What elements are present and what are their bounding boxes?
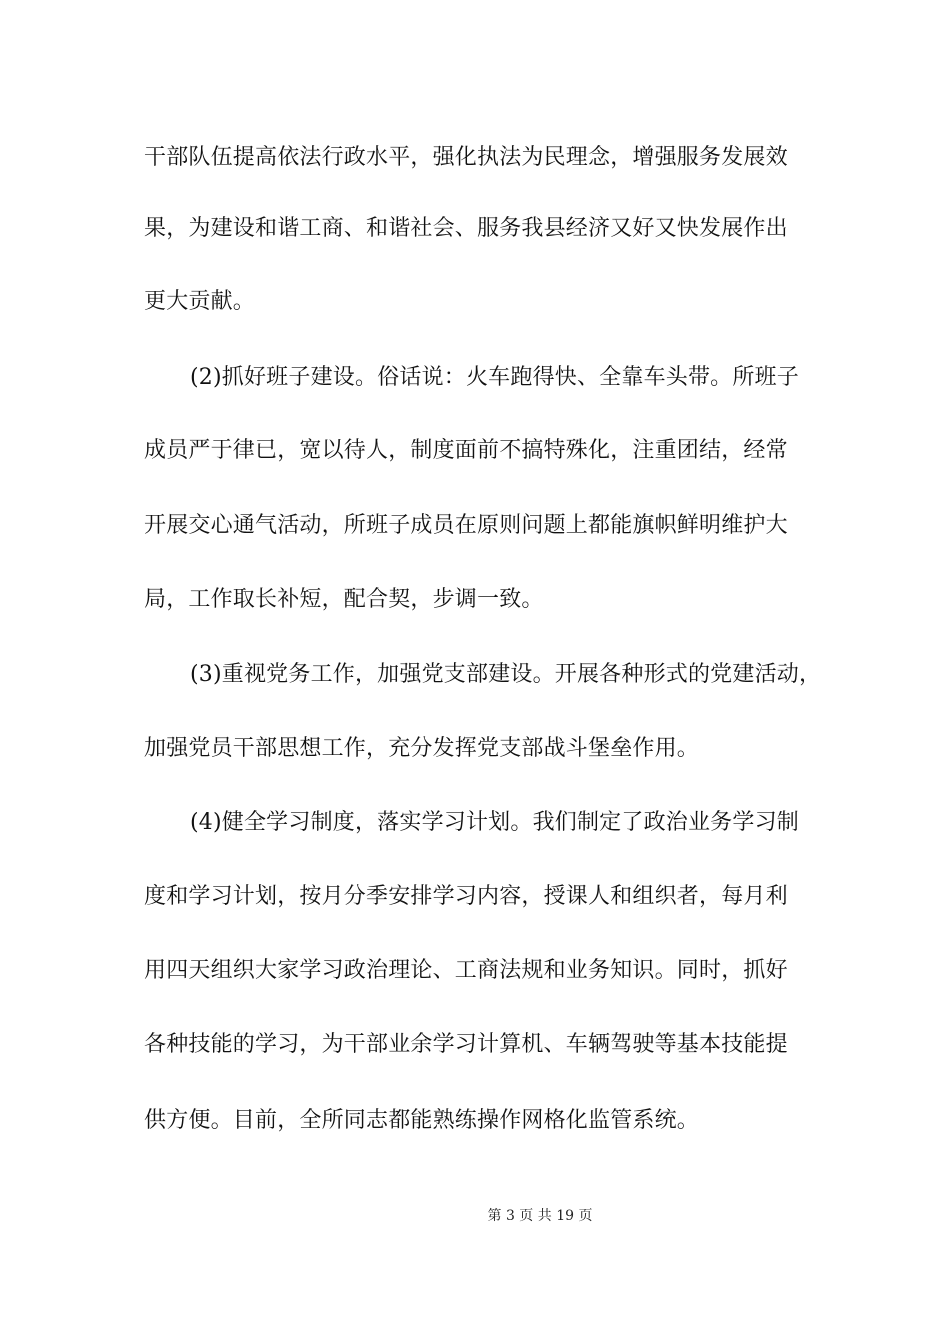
paragraph-line: 加强党员干部思想工作，充分发挥党支部战斗堡垒作用。 — [144, 736, 700, 761]
paragraph-line: 干部队伍提高依法行政水平，强化执法为民理念，增强服务发展效 — [144, 145, 788, 170]
paragraph-line: 更大贡献。 — [144, 289, 256, 314]
paragraph-line: 果，为建设和谐工商、和谐社会、服务我县经济又好又快发展作出 — [144, 216, 788, 241]
paragraph-line: (3)重视党务工作，加强党支部建设。开展各种形式的党建活动， — [190, 662, 822, 687]
paragraph-line: (4)健全学习制度，落实学习计划。我们制定了政治业务学习制 — [190, 810, 799, 835]
paragraph-line: 开展交心通气活动，所班子成员在原则问题上都能旗帜鲜明维护大 — [144, 513, 788, 538]
paragraph-line: 局，工作取长补短，配合契，步调一致。 — [144, 587, 544, 612]
paragraph-line: 用四天组织大家学习政治理论、工商法规和业务知识。同时，抓好 — [144, 958, 788, 983]
paragraph-line: 供方便。目前，全所同志都能熟练操作网格化监管系统。 — [144, 1108, 700, 1133]
paragraph-line: 各种技能的学习，为干部业余学习计算机、车辆驾驶等基本技能提 — [144, 1032, 788, 1057]
paragraph-line: 成员严于律已，宽以待人，制度面前不搞特殊化，注重团结，经常 — [144, 438, 788, 463]
paragraph-line: 度和学习计划，按月分季安排学习内容，授课人和组织者，每月利 — [144, 884, 788, 909]
paragraph-line: (2)抓好班子建设。俗话说：火车跑得快、全靠车头带。所班子 — [190, 365, 799, 390]
page-number: 第 3 页 共 19 页 — [487, 1208, 593, 1224]
